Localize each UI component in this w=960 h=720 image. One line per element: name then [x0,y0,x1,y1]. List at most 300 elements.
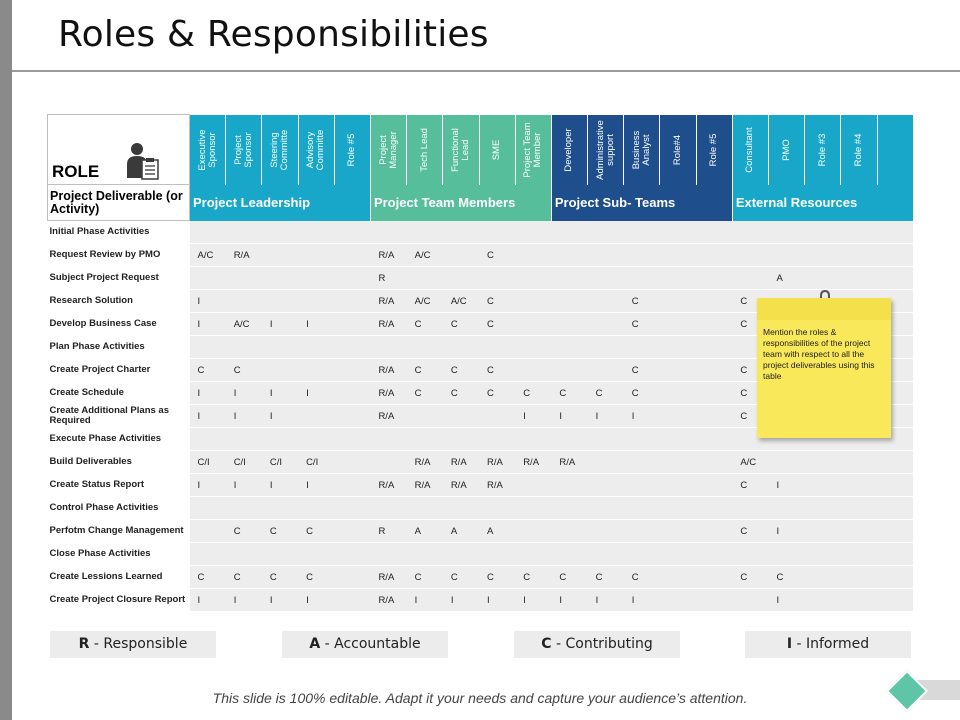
raci-cell [515,221,551,244]
raci-cell [443,244,479,267]
raci-cell [841,451,877,474]
role-header-5 [370,115,406,185]
raci-cell [443,221,479,244]
raci-cell: C [262,566,298,589]
raci-cell: C [479,566,515,589]
raci-cell [624,543,660,566]
raci-cell: C [190,359,226,382]
raci-cell [841,497,877,520]
raci-cell [588,474,624,497]
raci-cell [805,520,841,543]
raci-cell: A [443,520,479,543]
raci-cell [479,267,515,290]
raci-cell [877,497,913,520]
raci-cell [515,313,551,336]
raci-cell [262,428,298,451]
raci-cell: I [588,589,624,612]
role-header-7 [443,115,479,185]
raci-cell: A/C [190,244,226,267]
raci-cell [732,497,768,520]
raci-cell [588,267,624,290]
role-header-label: Project Team Member [522,121,544,178]
legend-informed: I - Informed [745,631,911,658]
raci-cell: R/A [370,382,406,405]
raci-cell: R/A [226,244,262,267]
raci-cell [226,428,262,451]
raci-cell: C [551,566,587,589]
raci-cell [334,290,370,313]
raci-cell: R/A [370,290,406,313]
row-label: Develop Business Case [48,313,190,336]
title-divider [12,70,960,72]
raci-cell [334,451,370,474]
role-header-label: Role #5 [708,133,720,166]
raci-cell: I [190,474,226,497]
raci-cell [877,221,913,244]
raci-cell [877,474,913,497]
raci-cell [443,336,479,359]
raci-cell [190,543,226,566]
raci-cell: R/A [443,474,479,497]
raci-cell: C/I [298,451,334,474]
raci-cell [298,244,334,267]
raci-cell: I [551,589,587,612]
raci-cell [769,244,805,267]
raci-cell [479,221,515,244]
raci-cell [551,267,587,290]
raci-cell: C [624,359,660,382]
raci-cell: C [732,382,768,405]
raci-cell: C [732,474,768,497]
table-row [48,244,914,267]
raci-cell: A [407,520,443,543]
raci-cell [515,244,551,267]
raci-cell: C/I [262,451,298,474]
raci-cell [660,543,696,566]
role-header-label: Business Analyst [630,130,652,169]
raci-cell [769,543,805,566]
raci-cell: I [588,405,624,428]
raci-cell: C [769,566,805,589]
raci-cell [660,405,696,428]
raci-cell [696,359,732,382]
raci-cell [298,290,334,313]
raci-cell [805,221,841,244]
raci-cell: C [732,566,768,589]
table-row [48,589,914,612]
raci-cell [696,451,732,474]
table-row [48,566,914,589]
role-header-label: PMO [780,138,792,161]
raci-cell: C [515,382,551,405]
raci-cell [370,543,406,566]
row-label: Subject Project Request [48,267,190,290]
role-header-label: Administrative support [594,119,616,180]
raci-cell: R/A [407,451,443,474]
raci-cell: I [769,474,805,497]
raci-cell [479,497,515,520]
raci-cell [696,497,732,520]
raci-cell [660,359,696,382]
raci-cell: C [515,566,551,589]
raci-cell: C [226,520,262,543]
table-row [48,543,914,566]
raci-cell [407,405,443,428]
raci-cell: R/A [370,474,406,497]
raci-cell [660,451,696,474]
raci-cell [877,566,913,589]
raci-cell [298,221,334,244]
raci-cell [262,244,298,267]
raci-cell [841,520,877,543]
raci-cell: C [624,313,660,336]
raci-cell: I [443,589,479,612]
table-row [48,267,914,290]
raci-cell [841,474,877,497]
raci-cell [298,267,334,290]
raci-cell [515,336,551,359]
raci-cell [732,244,768,267]
raci-cell [660,566,696,589]
raci-cell [370,451,406,474]
raci-cell: R/A [479,451,515,474]
raci-cell [805,566,841,589]
row-label: Plan Phase Activities [48,336,190,359]
raci-cell [696,313,732,336]
raci-cell [334,267,370,290]
role-header-label: Role#4 [672,134,684,165]
raci-cell [551,290,587,313]
raci-cell: C [479,290,515,313]
role-header-9 [515,115,551,185]
raci-cell: C [732,313,768,336]
legend-accountable: A - Accountable [282,631,448,658]
role-header-12 [624,115,660,185]
raci-cell: R/A [370,405,406,428]
raci-cell [443,405,479,428]
role-header-label: Executive Sponsor [196,128,218,171]
raci-cell [551,474,587,497]
raci-cell [660,267,696,290]
raci-cell: C [588,566,624,589]
raci-cell [805,474,841,497]
raci-cell: I [407,589,443,612]
raci-cell: I [515,405,551,428]
raci-cell [407,221,443,244]
role-header-11 [588,115,624,185]
raci-cell: I [298,589,334,612]
raci-cell [298,543,334,566]
raci-cell [515,474,551,497]
raci-cell: I [190,589,226,612]
raci-cell [190,336,226,359]
raci-cell [696,267,732,290]
raci-cell [588,543,624,566]
role-header-13 [660,115,696,185]
raci-cell [660,474,696,497]
raci-cell: C [298,520,334,543]
raci-cell: C [407,313,443,336]
raci-cell [226,497,262,520]
raci-cell: C [443,566,479,589]
group-header-3: External Resources [732,185,913,221]
raci-cell: C [479,313,515,336]
raci-cell [696,382,732,405]
raci-cell: R/A [370,589,406,612]
raci-cell [226,221,262,244]
raci-cell: C/I [190,451,226,474]
raci-cell [732,543,768,566]
role-header-label: Tech Lead [418,127,430,172]
role-header-label: Role #5 [346,133,358,166]
raci-cell: I [298,313,334,336]
table-row [48,474,914,497]
sticky-note-fold [757,298,891,320]
raci-cell [551,336,587,359]
raci-cell [334,336,370,359]
raci-cell: C [479,359,515,382]
raci-cell: A [479,520,515,543]
role-header-14 [696,115,732,185]
raci-cell: I [298,382,334,405]
row-label: Initial Phase Activities [48,221,190,244]
raci-cell [334,359,370,382]
raci-cell [732,221,768,244]
row-label: Execute Phase Activities [48,428,190,451]
raci-cell [877,589,913,612]
raci-cell [262,221,298,244]
raci-cell [515,428,551,451]
raci-cell: C [407,359,443,382]
raci-cell: R/A [370,244,406,267]
raci-cell [515,359,551,382]
role-header-15 [732,115,768,185]
raci-cell [515,520,551,543]
sticky-note [757,298,891,438]
raci-cell [624,336,660,359]
raci-cell [190,267,226,290]
raci-cell [551,520,587,543]
raci-cell [696,474,732,497]
raci-cell [551,543,587,566]
role-header-label: Functional Lead [449,127,471,172]
raci-cell [841,221,877,244]
raci-cell: R/A [370,566,406,589]
raci-cell [443,497,479,520]
group-header-0: Project Leadership [190,185,371,221]
raci-cell [407,336,443,359]
raci-cell [660,428,696,451]
raci-cell: C [226,359,262,382]
raci-cell [805,497,841,520]
left-accent-bar [0,0,12,720]
raci-cell [696,520,732,543]
raci-cell [262,497,298,520]
raci-cell: I [190,313,226,336]
raci-cell: I [262,589,298,612]
role-header-label: Developer [563,127,575,172]
legend-responsible: R - Responsible [50,631,216,658]
raci-cell: I [226,405,262,428]
raci-cell: C [732,359,768,382]
legend-contributing: C - Contributing [514,631,680,658]
raci-cell: C [551,382,587,405]
raci-cell [334,221,370,244]
role-header-2 [262,115,298,185]
row-label: Create Project Charter [48,359,190,382]
raci-cell [407,428,443,451]
table-row [48,497,914,520]
raci-cell [515,543,551,566]
raci-cell [624,474,660,497]
group-header-2: Project Sub- Teams [551,185,732,221]
raci-cell: I [479,589,515,612]
raci-cell: A/C [407,290,443,313]
raci-cell [660,221,696,244]
role-header-4 [334,115,370,185]
raci-cell: C [479,382,515,405]
raci-cell [226,290,262,313]
raci-cell: I [551,405,587,428]
raci-cell: I [190,405,226,428]
role-header-0 [190,115,226,185]
raci-cell [226,543,262,566]
raci-cell [262,336,298,359]
raci-cell [696,543,732,566]
raci-cell [660,497,696,520]
raci-cell: C [407,382,443,405]
raci-cell [370,428,406,451]
raci-cell [624,497,660,520]
raci-cell [805,589,841,612]
role-header-10 [551,115,587,185]
raci-cell: R/A [443,451,479,474]
role-header-8 [479,115,515,185]
raci-cell [334,520,370,543]
raci-cell [479,543,515,566]
raci-cell: C [624,566,660,589]
raci-cell [334,382,370,405]
raci-cell [551,221,587,244]
raci-cell [769,221,805,244]
raci-cell [588,359,624,382]
raci-cell: I [226,589,262,612]
raci-cell: A [769,267,805,290]
raci-cell: I [769,589,805,612]
raci-cell [190,428,226,451]
raci-cell [696,336,732,359]
role-header-label: Advisory Committe [305,129,327,170]
raci-cell: R/A [479,474,515,497]
raci-cell [696,244,732,267]
raci-cell [262,290,298,313]
raci-cell [660,244,696,267]
raci-cell [841,267,877,290]
raci-cell: C [624,290,660,313]
raci-cell: C [298,566,334,589]
raci-cell: C [732,290,768,313]
raci-cell [588,221,624,244]
person-clipboard-icon [126,142,160,180]
raci-cell: R/A [370,313,406,336]
raci-cell: C/I [226,451,262,474]
raci-cell [262,359,298,382]
raci-cell: C [407,566,443,589]
raci-cell [334,244,370,267]
raci-cell [805,451,841,474]
role-header-19 [877,115,913,185]
role-header-label: SME [491,139,503,160]
raci-cell: A/C [407,244,443,267]
raci-cell [660,589,696,612]
raci-cell: I [226,382,262,405]
raci-cell [334,405,370,428]
raci-cell: R/A [515,451,551,474]
raci-cell: C [190,566,226,589]
raci-cell [769,451,805,474]
raci-cell [334,428,370,451]
raci-cell [334,497,370,520]
row-label: Close Phase Activities [48,543,190,566]
raci-cell: C [443,359,479,382]
raci-cell [588,497,624,520]
role-header-3 [298,115,334,185]
role-header-label: Project Manager [377,130,399,169]
raci-cell: I [226,474,262,497]
deliverable-header-cell: Project Deliverable (or Activity) [48,185,190,221]
raci-cell [841,543,877,566]
raci-cell [226,267,262,290]
raci-cell [588,451,624,474]
role-header-17 [805,115,841,185]
raci-cell: C [443,382,479,405]
raci-cell [515,267,551,290]
row-label: Create Additional Plans as Required [48,405,190,428]
raci-cell: A/C [443,290,479,313]
row-label: Create Project Closure Report [48,589,190,612]
raci-cell [334,474,370,497]
raci-cell [624,520,660,543]
raci-cell [551,313,587,336]
raci-cell [334,543,370,566]
raci-cell [298,336,334,359]
raci-cell [588,428,624,451]
raci-cell [443,543,479,566]
raci-cell [515,497,551,520]
raci-cell [696,405,732,428]
raci-cell [190,520,226,543]
raci-cell [696,221,732,244]
raci-cell [624,451,660,474]
raci-cell [660,336,696,359]
raci-cell [588,336,624,359]
raci-cell [877,267,913,290]
raci-cell [624,244,660,267]
raci-cell [334,313,370,336]
row-label: Control Phase Activities [48,497,190,520]
raci-cell: I [262,313,298,336]
footer-caption: This slide is 100% editable. Adapt it your needs and capture your audience’s attention. [212,690,748,706]
raci-cell [696,428,732,451]
raci-cell: I [624,589,660,612]
raci-cell [551,359,587,382]
role-header-18 [841,115,877,185]
role-header-label: Role #3 [816,133,828,166]
raci-cell [769,497,805,520]
raci-cell [732,267,768,290]
raci-cell [479,405,515,428]
role-header-label: Role #4 [852,133,864,166]
